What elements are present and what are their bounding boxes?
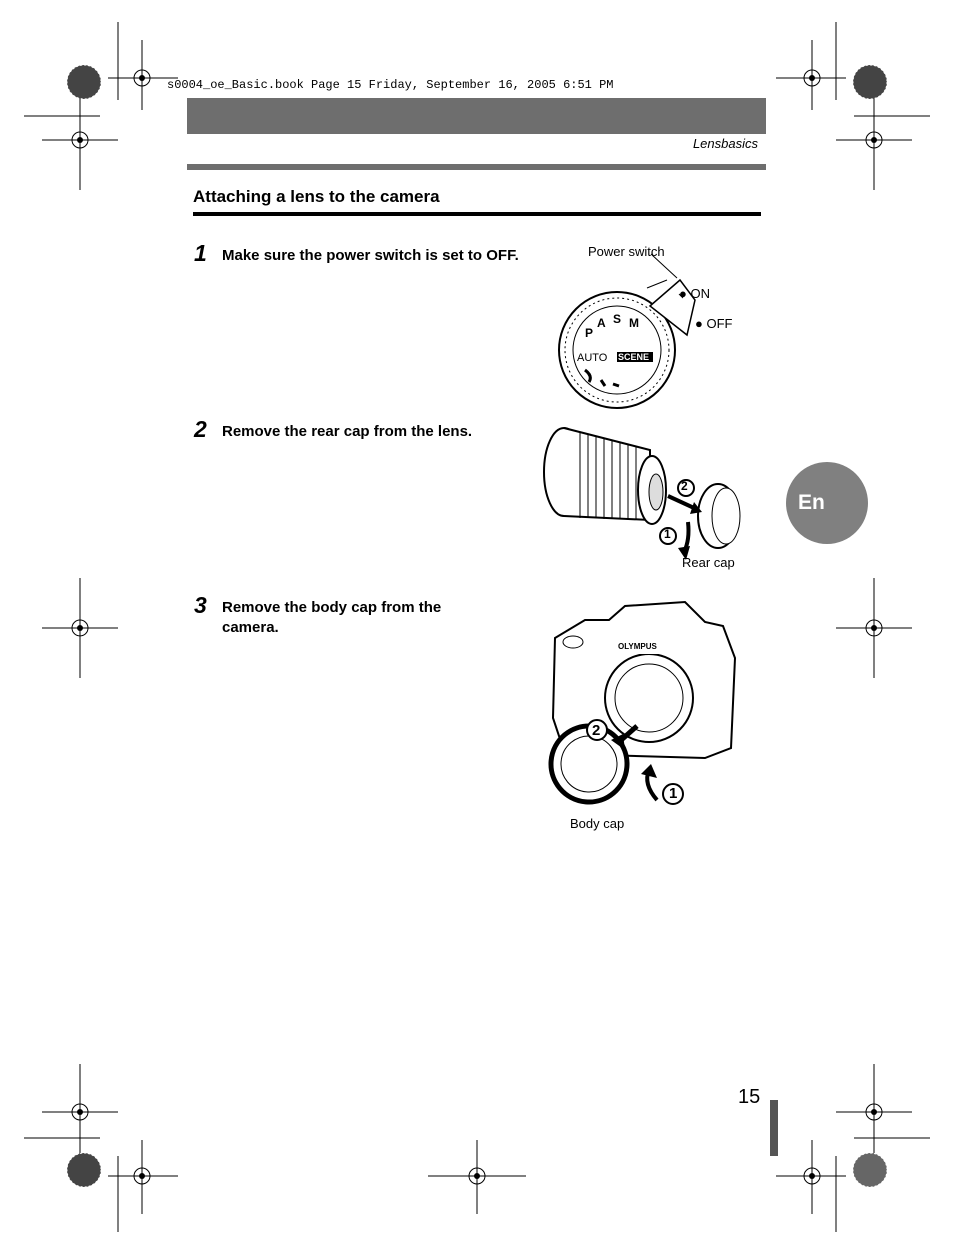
on-dot: ● [679,286,691,301]
body-cap-label: Body cap [570,816,625,831]
body-cap-step-1-marker: 1 [669,785,678,802]
mode-p: P [585,326,594,340]
power-switch-label: Power switch [588,244,665,259]
step-1-number: 1 [194,240,207,266]
mode-dial-figure [555,240,765,410]
rear-cap-step-1-marker: 1 [664,527,671,541]
mode-dial-illustration [555,240,765,410]
body-cap-figure [545,598,745,838]
lens-rear-cap-illustration [540,420,750,575]
rear-cap-figure [540,420,750,575]
body-cap-step-2-marker: 2 [592,722,601,739]
step-2-number: 2 [194,416,207,442]
heading-underline [193,212,761,216]
step-3-number: 3 [194,592,207,618]
step-2-text: Remove the rear cap from the lens. [222,423,473,440]
step-3-text: Remove the body cap from the camera. [222,599,442,636]
mode-a: A [597,316,606,330]
mode-m: M [629,316,639,330]
rear-cap-label: Rear cap [682,555,735,570]
camera-brand: OLYMPUS [618,642,657,651]
off-dot: ● [695,316,707,331]
section-label: Lensbasics [692,136,758,151]
step-1-text: Make sure the power switch is set to OFF. [222,247,519,264]
on-label: ON [690,286,710,301]
camera-body-cap-illustration [545,598,745,818]
page-number: 15 [738,1086,761,1108]
page-heading: Attaching a lens to the camera [193,187,440,206]
book-file-info: s0004_oe_Basic.book Page 15 Friday, September 16, 2005 6:51 PM [167,78,614,92]
rear-cap-step-2-marker: 2 [681,479,688,493]
off-label: OFF [706,316,733,331]
header-bar [187,98,766,134]
language-tab-label: En [798,491,825,514]
top-rule [187,164,766,170]
language-tab [786,462,868,544]
on-position [679,286,710,301]
scene-mode-label: SCENE [618,352,650,362]
off-position [695,316,732,331]
auto-mode-label: AUTO [577,352,608,364]
page-number-bar [770,1100,778,1156]
mode-s: S [613,312,622,326]
